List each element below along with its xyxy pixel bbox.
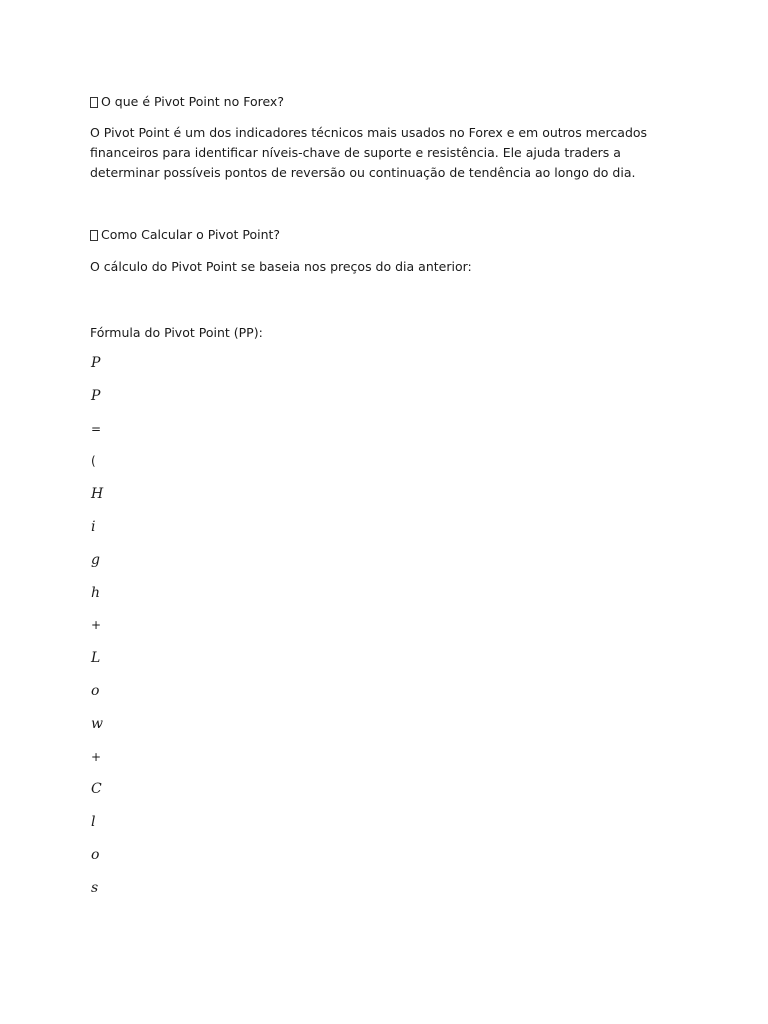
formula-symbol: C — [91, 781, 102, 798]
formula-symbol: ( — [91, 454, 96, 469]
intro-paragraph: O Pivot Point é um dos indicadores técnicos mais usados no Forex e em outros mercados financeiros para identificar níveis-chave de suporte e resistência. Ele ajuda traders a determinar possíveis pontos de reversão ou continuação de tendência ao longo do dia. — [90, 125, 648, 180]
formula-symbol: h — [91, 584, 101, 601]
formula-symbol: g — [91, 551, 100, 568]
formula-symbol: = — [91, 421, 102, 436]
section-heading-text: Como Calcular o Pivot Point? — [101, 227, 281, 242]
formula-label: Fórmula do Pivot Point (PP): — [90, 325, 263, 340]
document-content — [90, 94, 680, 927]
formula-symbol: w — [91, 715, 103, 732]
section-heading-text: O que é Pivot Point no Forex? — [101, 94, 284, 109]
section-heading-what-is-pivot — [90, 94, 680, 110]
formula-symbol: + — [91, 749, 102, 764]
formula-symbol: L — [91, 650, 101, 667]
formula-symbol: H — [91, 486, 104, 503]
formula-symbol: l — [91, 814, 96, 831]
formula-symbol: s — [91, 879, 99, 896]
formula-symbol: i — [91, 518, 96, 535]
emoji-placeholder-icon — [90, 230, 98, 241]
formula-symbol: + — [91, 618, 102, 633]
formula-symbol: P — [91, 387, 101, 404]
formula-symbol-list — [90, 353, 680, 911]
section-heading-how-to-calculate — [90, 227, 680, 243]
formula-symbol: o — [91, 846, 100, 863]
formula-symbol: o — [91, 682, 100, 699]
emoji-placeholder-icon — [90, 97, 98, 108]
calculation-paragraph: O cálculo do Pivot Point se baseia nos preços do dia anterior: — [90, 259, 472, 274]
formula-symbol: P — [91, 355, 101, 371]
